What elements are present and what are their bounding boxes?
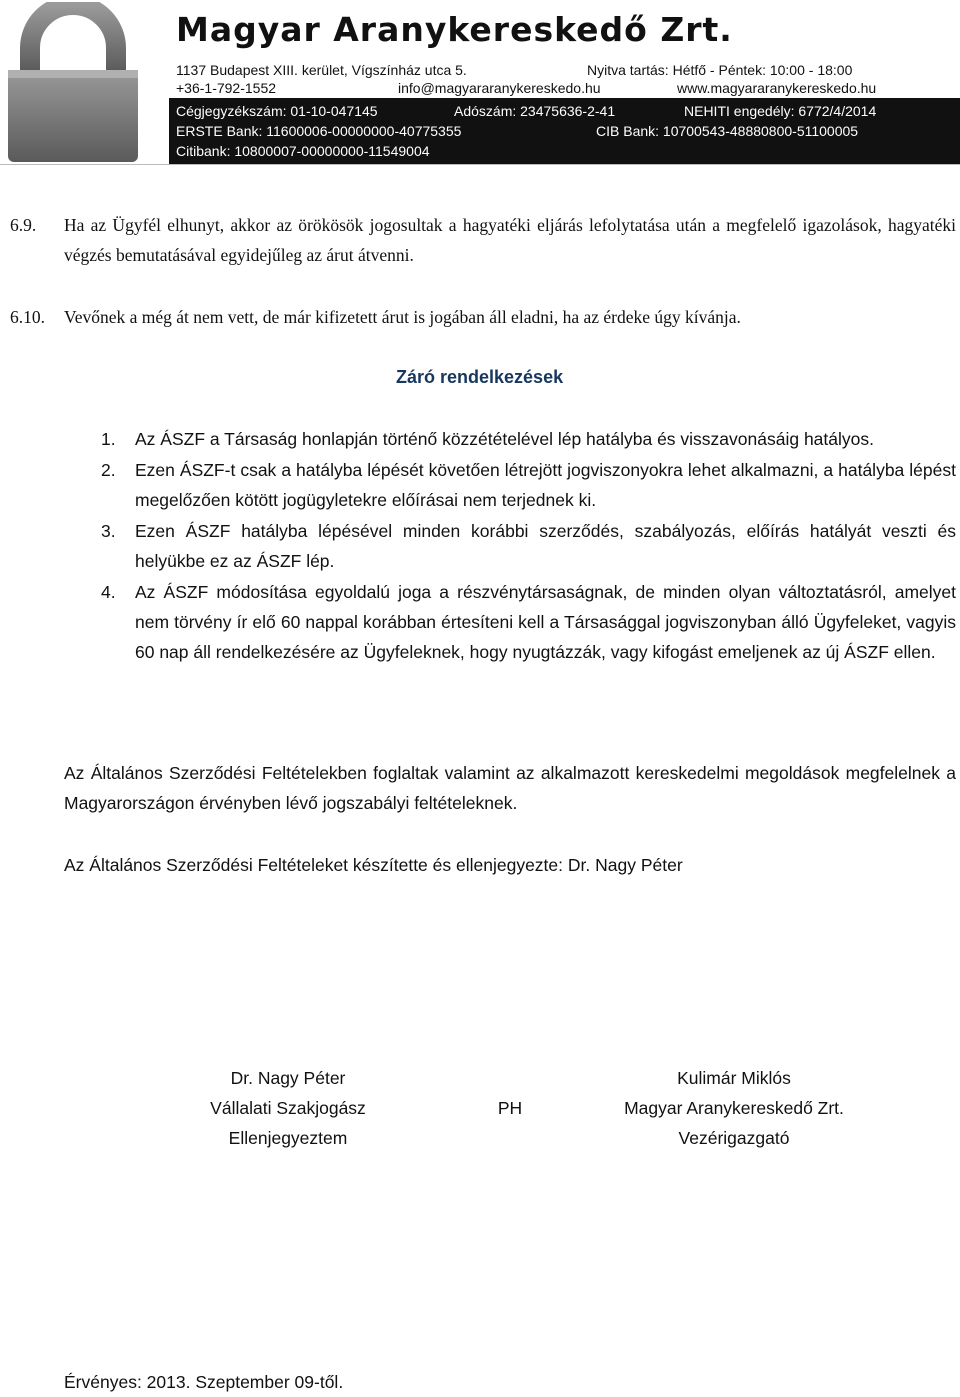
header-divider <box>0 164 960 165</box>
section-text: Ha az Ügyfél elhunyt, akkor az örökösök jogosultak a hagyatéki eljárás lefolytatása után a megfelelő igazolások, hagyatéki végzés bemutatásával egyidejűleg az árut átvenni. <box>64 215 956 265</box>
registration-line <box>176 103 956 121</box>
section-text: Vevőnek a még át nem vett, de már kifizetett árut is jogában áll eladni, ha az érdeke úgy kívánja. <box>64 307 741 327</box>
address: 1137 Budapest XIII. kerület, Vígszínház utca 5. <box>176 62 467 78</box>
opening-hours: Nyitva tartás: Hétfő - Péntek: 10:00 - 18:00 <box>587 62 853 78</box>
registration-number: Cégjegyzékszám: 01-10-047145 <box>176 103 378 119</box>
address-line <box>176 62 960 80</box>
cib-bank-account: CIB Bank: 10700543-48880800-51100005 <box>596 123 859 139</box>
email-link[interactable]: info@magyararanykereskedo.hu <box>398 80 601 96</box>
item-text: Ezen ÁSZF hatályba lépésével minden korábbi szerződés, szabályozás, előírás hatályát veszti és helyükbe ez az ÁSZF lép. <box>135 521 956 571</box>
item-text: Az ÁSZF a Társaság honlapján történő közzétételével lép hatályba és visszavonásáig hatályos. <box>135 429 874 449</box>
website-link[interactable]: www.magyararanykereskedo.hu <box>677 80 877 96</box>
signatory-name: Kulimár Miklós <box>677 1068 791 1088</box>
section-number: 6.10. <box>10 307 45 327</box>
item-text: Ezen ÁSZF-t csak a hatályba lépését követően létrejött jogviszonyokra lehet alkalmazni, a hatályba lépést megelőzően kötött jogügyletekre előírásai nem terjednek ki. <box>135 460 956 510</box>
section-number: 6.9. <box>10 215 37 235</box>
bank-line <box>176 123 956 141</box>
compliance-text: Az Általános Szerződési Feltételekben foglaltak valamint az alkalmazott kereskedelmi megoldások megfelelnek a Magyarországon érvényben lévő jogszabályi feltételeknek. <box>64 763 956 813</box>
company-name: Magyar Aranykereskedő Zrt. <box>176 10 733 49</box>
phone: +36-1-792-1552 <box>176 80 277 96</box>
item-number: 2. <box>101 460 116 480</box>
company-details-band <box>169 98 960 164</box>
closing-heading: Záró rendelkezések <box>396 367 564 387</box>
stamp-placeholder: PH <box>497 1098 523 1118</box>
signatory-role: Vállalati Szakjogász <box>210 1098 366 1118</box>
item-number: 1. <box>101 429 116 449</box>
padlock-icon <box>2 2 144 164</box>
signatory-company: Magyar Aranykereskedő Zrt. <box>624 1098 844 1118</box>
item-number: 3. <box>101 521 116 541</box>
letterhead <box>0 0 960 165</box>
contact-line <box>176 80 960 98</box>
signature-right <box>584 1063 884 1153</box>
prepared-by-text: Az Általános Szerződési Feltételeket készítette és ellenjegyezte: Dr. Nagy Péter <box>64 855 683 875</box>
citibank-account: Citibank: 10800007-00000000-11549004 <box>176 143 430 159</box>
signatory-name: Dr. Nagy Péter <box>230 1068 346 1088</box>
tax-number: Adószám: 23475636-2-41 <box>454 103 616 119</box>
citibank-line <box>176 143 956 161</box>
signatory-role: Vezérigazgató <box>678 1128 790 1148</box>
nehiti-license: NEHITI engedély: 6772/4/2014 <box>684 103 877 119</box>
item-number: 4. <box>101 582 116 602</box>
erste-bank-account: ERSTE Bank: 11600006-00000000-40775355 <box>176 123 462 139</box>
validity-date: Érvényes: 2013. Szeptember 09-től. <box>64 1372 344 1392</box>
signatory-note: Ellenjegyeztem <box>228 1128 348 1148</box>
item-text: Az ÁSZF módosítása egyoldalú joga a részvénytársaságnak, de minden olyan változtatásról, amelyet nem törvény ír elő 60 nappal korábban értesíteni kell a Társasággal jogviszonyban álló Ügyfeleket, vagyis 60 nap áll rendelkezésére az Ügyfeleknek, hogy nyugtázzák, vagy kifogást emeljenek az új ÁSZF ellen. <box>135 582 956 662</box>
